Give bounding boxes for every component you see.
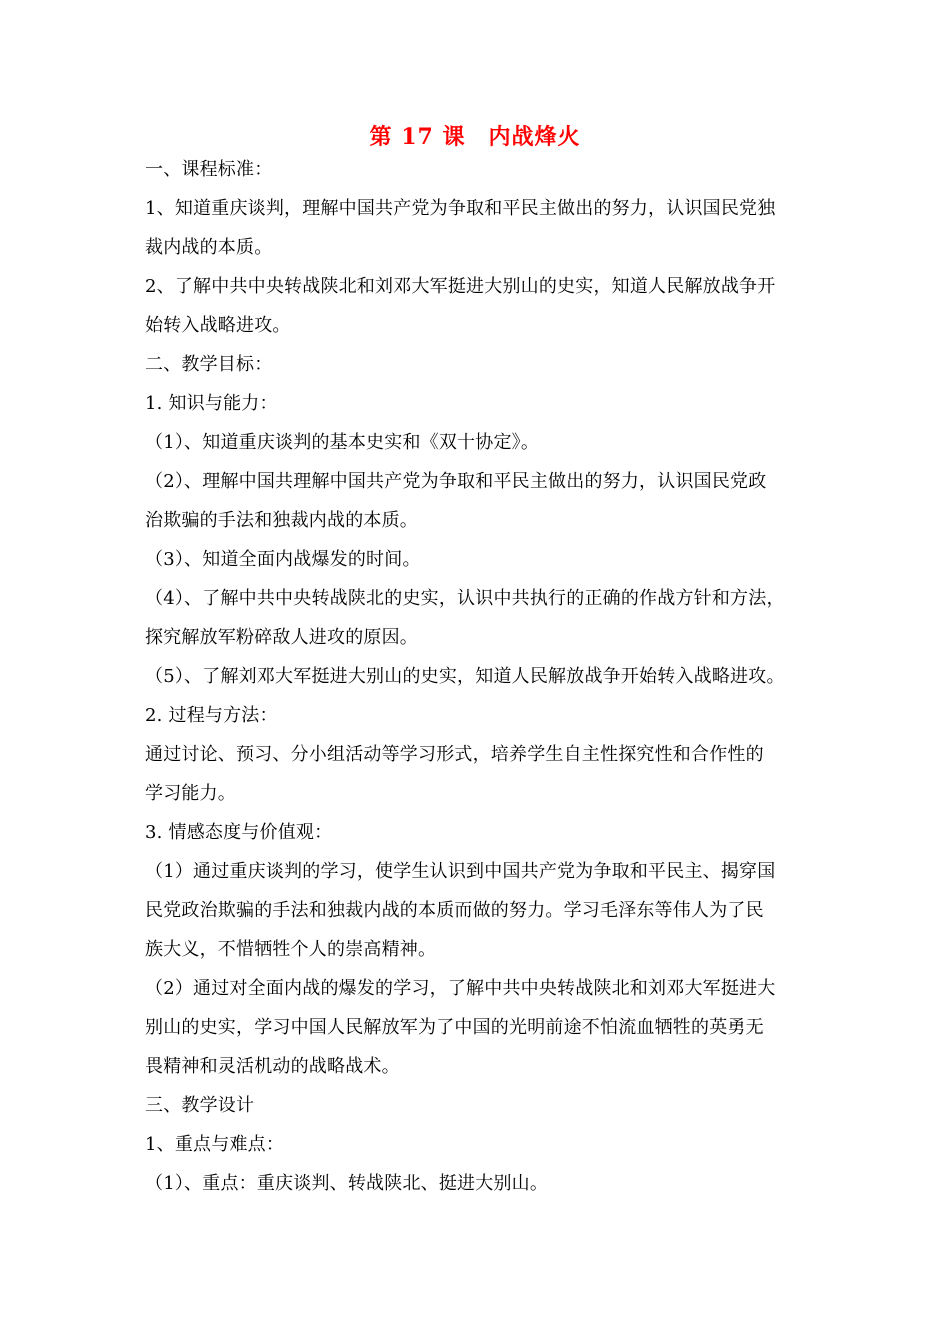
subheading-process: 2. 过程与方法： (145, 705, 278, 726)
subheading-knowledge: 1. 知识与能力： (145, 393, 278, 414)
list-item-continuation: 探究解放军粉碎敌人进攻的原因。 (145, 627, 418, 648)
section-heading-design: 三、教学设计 (145, 1095, 255, 1116)
paragraph-line: 通过讨论、预习、分小组活动等学习形式，培养学生自主性探究性和合作性的 (145, 744, 764, 765)
section-heading-curriculum: 一、课程标准： (145, 159, 273, 180)
list-item: （5）、了解刘邓大军挺进大别山的史实，知道人民解放战争开始转入战略进攻。 (145, 666, 785, 687)
list-item: （1）、重点：重庆谈判、转战陕北、挺进大别山。 (145, 1173, 549, 1194)
subheading-values: 3. 情感态度与价值观： (145, 822, 333, 843)
list-item-continuation: 畏精神和灵活机动的战略战术。 (145, 1056, 400, 1077)
list-item: （2）、理解中国共理解中国共产党为争取和平民主做出的努力，认识国民党政 (145, 471, 767, 492)
list-item-continuation: 民党政治欺骗的手法和独裁内战的本质而做的努力。学习毛泽东等伟人为了民 (145, 900, 764, 921)
list-item-continuation: 族大义，不惜牺牲个人的崇高精神。 (145, 939, 437, 960)
list-item: （3）、知道全面内战爆发的时间。 (145, 549, 421, 570)
paragraph-line: 裁内战的本质。 (145, 237, 273, 258)
paragraph-line: 2、了解中共中央转战陕北和刘邓大军挺进大别山的史实，知道人民解放战争开 (145, 276, 776, 297)
list-item: （4）、了解中共中央转战陕北的史实，认识中共执行的正确的作战方针和方法， (145, 588, 785, 609)
list-item: （1）、知道重庆谈判的基本史实和《双十协定》。 (145, 432, 540, 453)
paragraph-line: 学习能力。 (145, 783, 236, 804)
list-item: （1）通过重庆谈判的学习，使学生认识到中国共产党为争取和平民主、揭穿国 (145, 861, 776, 882)
paragraph-line: 1、知道重庆谈判，理解中国共产党为争取和平民主做出的努力，认识国民党独 (145, 198, 776, 219)
list-item: （2）通过对全面内战的爆发的学习，了解中共中央转战陕北和刘邓大军挺进大 (145, 978, 776, 999)
lesson-title: 第 17 课 内战烽火 (369, 124, 581, 150)
paragraph-line: 始转入战略进攻。 (145, 315, 291, 336)
list-item-continuation: 别山的史实，学习中国人民解放军为了中国的光明前途不怕流血牺牲的英勇无 (145, 1017, 764, 1038)
subheading-key-points: 1、重点与难点： (145, 1134, 285, 1155)
lesson-body (145, 150, 825, 1203)
section-heading-objectives: 二、教学目标： (145, 354, 273, 375)
list-item-continuation: 治欺骗的手法和独裁内战的本质。 (145, 510, 418, 531)
